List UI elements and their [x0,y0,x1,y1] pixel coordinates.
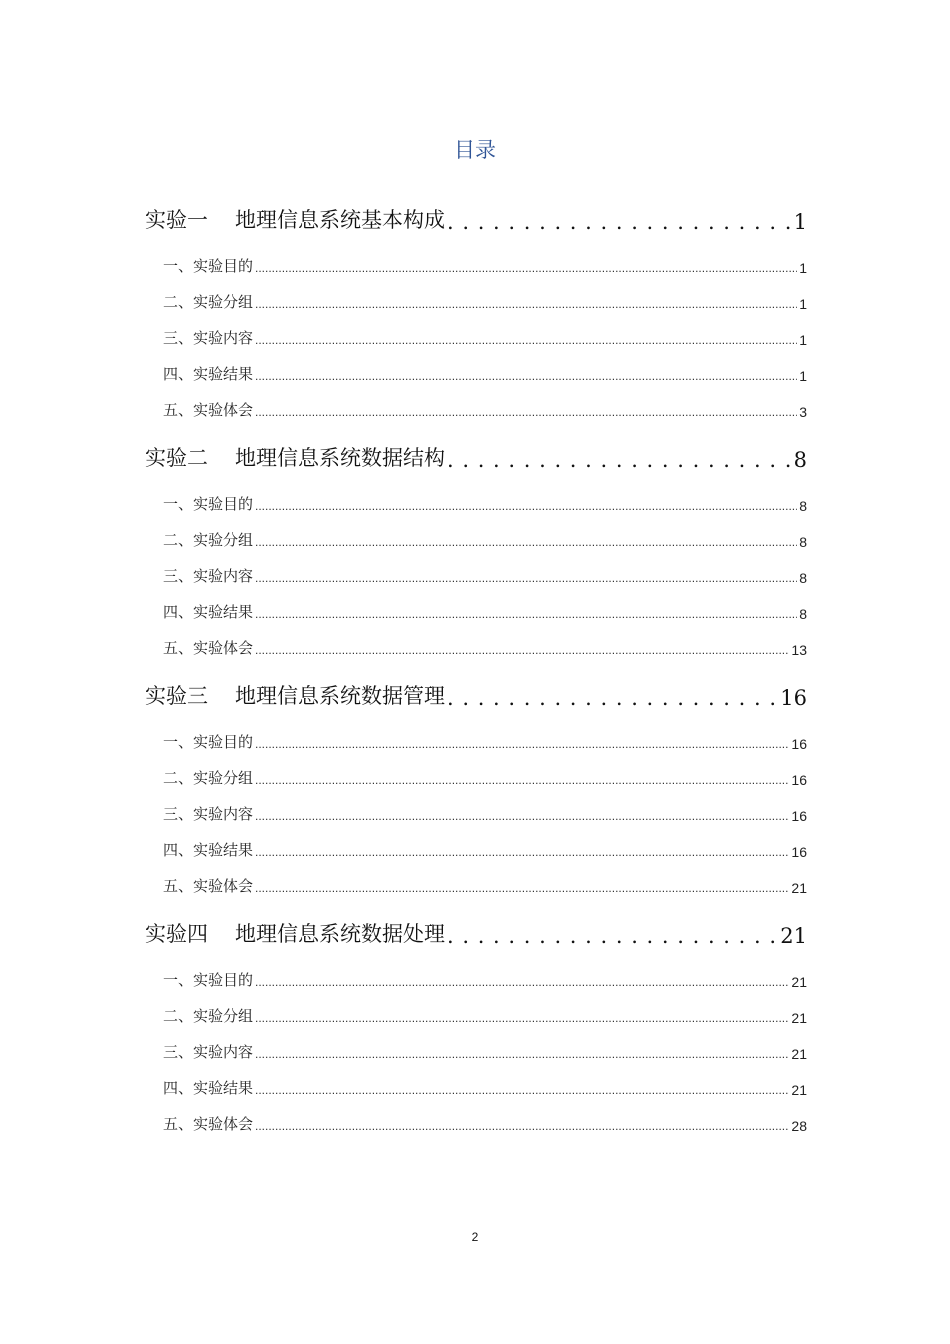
dot-leader [255,1009,789,1026]
section-label: 五、实验体会 [163,402,254,419]
toc-section-entry[interactable] [145,384,807,420]
dot-leader [255,1117,789,1134]
toc-chapter-entry[interactable] [145,196,807,234]
toc-chapter [145,196,807,420]
section-label: 四、实验结果 [163,604,254,621]
toc-section-entry[interactable] [145,716,807,752]
toc-section-entry[interactable] [145,860,807,896]
section-label: 五、实验体会 [163,640,254,657]
table-of-contents [145,196,807,1148]
section-label: 一、实验目的 [163,972,254,989]
toc-chapter [145,672,807,896]
toc-chapter-entry[interactable] [145,910,807,948]
section-label: 三、实验内容 [163,568,254,585]
toc-section-entry[interactable] [145,788,807,824]
toc-section-entry[interactable] [145,1026,807,1062]
dot-leader [447,924,778,948]
dot-leader [255,497,797,514]
dot-leader [255,367,797,384]
section-page-number: 8 [799,498,807,514]
chapter-title: 地理信息系统数据处理 [235,922,445,946]
dot-leader [255,879,789,896]
chapter-title: 地理信息系统数据结构 [235,446,445,470]
section-label: 四、实验结果 [163,1080,254,1097]
toc-section-entry[interactable] [145,990,807,1026]
toc-section-entry[interactable] [145,514,807,550]
toc-section-entry[interactable] [145,954,807,990]
dot-leader [255,807,789,824]
dot-leader [255,331,797,348]
chapter-page-number: 1 [793,210,807,234]
section-page-number: 13 [791,642,807,658]
toc-section-entry[interactable] [145,622,807,658]
toc-section-entry[interactable] [145,348,807,384]
section-page-number: 16 [791,772,807,788]
section-page-number: 1 [799,332,807,348]
section-label: 二、实验分组 [163,770,254,787]
section-page-number: 16 [791,844,807,860]
section-label: 二、实验分组 [163,294,254,311]
toc-section-entry[interactable] [145,478,807,514]
toc-title: 目录 [454,138,496,162]
toc-chapter-entry[interactable] [145,672,807,710]
section-page-number: 21 [791,974,807,990]
dot-leader [255,1081,789,1098]
section-page-number: 8 [799,570,807,586]
dot-leader [255,403,797,420]
dot-leader [255,843,789,860]
toc-section-entry[interactable] [145,276,807,312]
dot-leader [255,605,797,622]
section-page-number: 16 [791,808,807,824]
section-label: 一、实验目的 [163,258,254,275]
dot-leader [447,448,792,472]
section-page-number: 8 [799,606,807,622]
section-page-number: 21 [791,1010,807,1026]
dot-leader [255,259,797,276]
section-page-number: 28 [791,1118,807,1134]
dot-leader [255,569,797,586]
dot-leader [255,641,789,658]
section-label: 三、实验内容 [163,1044,254,1061]
toc-section-entry[interactable] [145,586,807,622]
toc-chapter [145,434,807,658]
section-page-number: 1 [799,368,807,384]
section-page-number: 3 [799,404,807,420]
toc-chapter [145,910,807,1134]
section-label: 四、实验结果 [163,842,254,859]
chapter-page-number: 8 [793,448,807,472]
chapter-number: 实验三 [145,684,208,708]
toc-section-entry[interactable] [145,1062,807,1098]
section-label: 一、实验目的 [163,734,254,751]
section-page-number: 1 [799,296,807,312]
toc-section-entry[interactable] [145,752,807,788]
section-page-number: 1 [799,260,807,276]
section-page-number: 21 [791,880,807,896]
section-page-number: 16 [791,736,807,752]
toc-section-entry[interactable] [145,824,807,860]
section-label: 二、实验分组 [163,532,254,549]
dot-leader [255,1045,789,1062]
chapter-number: 实验一 [145,208,208,232]
toc-section-entry[interactable] [145,550,807,586]
section-label: 四、实验结果 [163,366,254,383]
chapter-title: 地理信息系统数据管理 [235,684,445,708]
dot-leader [255,295,797,312]
toc-section-entry[interactable] [145,1098,807,1134]
dot-leader [447,686,778,710]
dot-leader [255,771,789,788]
section-page-number: 21 [791,1082,807,1098]
toc-section-entry[interactable] [145,312,807,348]
dot-leader [255,973,789,990]
chapter-number: 实验四 [145,922,208,946]
dot-leader [255,735,789,752]
toc-chapter-entry[interactable] [145,434,807,472]
chapter-title: 地理信息系统基本构成 [235,208,445,232]
chapter-page-number: 16 [780,686,807,710]
section-label: 五、实验体会 [163,878,254,895]
section-label: 三、实验内容 [163,806,254,823]
section-label: 三、实验内容 [163,330,254,347]
toc-section-entry[interactable] [145,240,807,276]
section-label: 五、实验体会 [163,1116,254,1133]
dot-leader [447,210,792,234]
section-label: 一、实验目的 [163,496,254,513]
chapter-number: 实验二 [145,446,208,470]
page-number-footer: 2 [471,1230,479,1244]
section-page-number: 8 [799,534,807,550]
section-label: 二、实验分组 [163,1008,254,1025]
dot-leader [255,533,797,550]
chapter-page-number: 21 [780,924,807,948]
section-page-number: 21 [791,1046,807,1062]
